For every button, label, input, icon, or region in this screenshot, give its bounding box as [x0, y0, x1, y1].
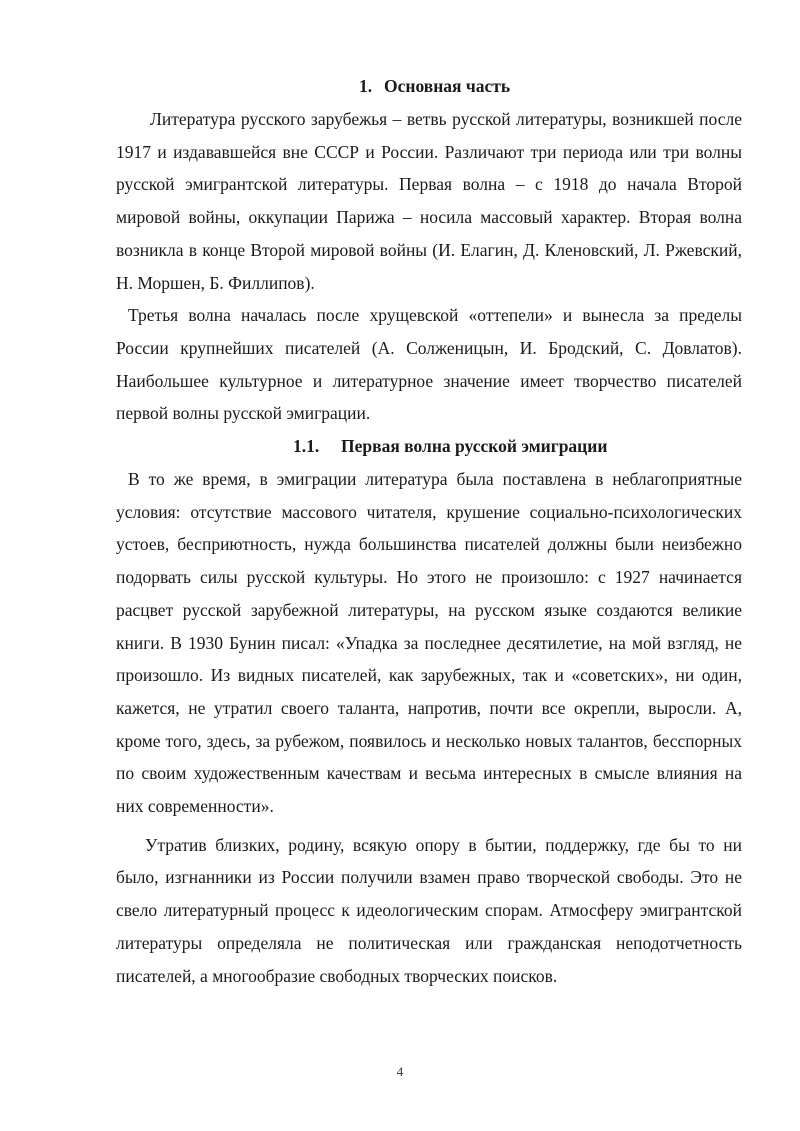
paragraph-sub-2: Утратив близких, родину, всякую опору в бытии, поддержку, где бы то ни было, изгнанники из России получили взамен право творческой свободы. Это не свело литературный процесс к идеологическим спорам. Атмосферу эмигрантской литературы определяла не политическая или гражданская неподотчетность писателей, а многообразие свободных творческих поисков.: [116, 834, 742, 986]
subsection-heading: [116, 430, 742, 463]
section-title: Основная часть: [384, 76, 511, 96]
paragraph-intro-1: Литература русского зарубежья – ветвь русской литературы, возникшей после 1917 и издававшейся вне СССР и России. Различают три периода или три волны русской эмигрантской литературы. Первая волна – с 1918 до начала Второй мировой войны, оккупации Парижа – носила массовый характер. Вторая волна возникла в конце Второй мировой войны (И. Елагин, Д. Кленовский, Л. Ржевский, Н. Моршен, Б. Филлипов).: [116, 109, 742, 293]
paragraph-intro-2: Третья волна началась после хрущевской «оттепели» и вынесла за пределы России крупнейших писателей (А. Солженицын, И. Бродский, С. Довлатов). Наибольшее культурное и литературное значение имеет творчество писателей первой волны русской эмиграции.: [116, 305, 742, 424]
section-heading: [116, 70, 742, 103]
section-number: 1.: [359, 76, 373, 96]
subsection-title: Первая волна русской эмиграции: [341, 436, 608, 457]
document-page: [116, 70, 742, 992]
subsection-number: 1.1.: [293, 436, 320, 457]
page-number: 4: [396, 1064, 404, 1079]
paragraph-sub-1: В то же время, в эмиграции литература была поставлена в неблагоприятные условия: отсутствие массового читателя, крушение социально-психологических устоев, бесприютность, нужда большинства писателей должны были неизбежно подорвать силы русской культуры. Но этого не произошло: с 1927 начинается расцвет русской зарубежной литературы, на русском языке создаются великие книги. В 1930 Бунин писал: «Упадка за последнее десятилетие, на мой взгляд, не произошло. Из видных писателей, как зарубежных, так и «советских», ни один, кажется, не утратил своего таланта, напротив, почти все окрепли, выросли. А, кроме того, здесь, за рубежом, появилось и несколько новых талантов, бесспорных по своим художественным качествам и весьма интересных в смысле влияния на них современности».: [116, 469, 742, 817]
